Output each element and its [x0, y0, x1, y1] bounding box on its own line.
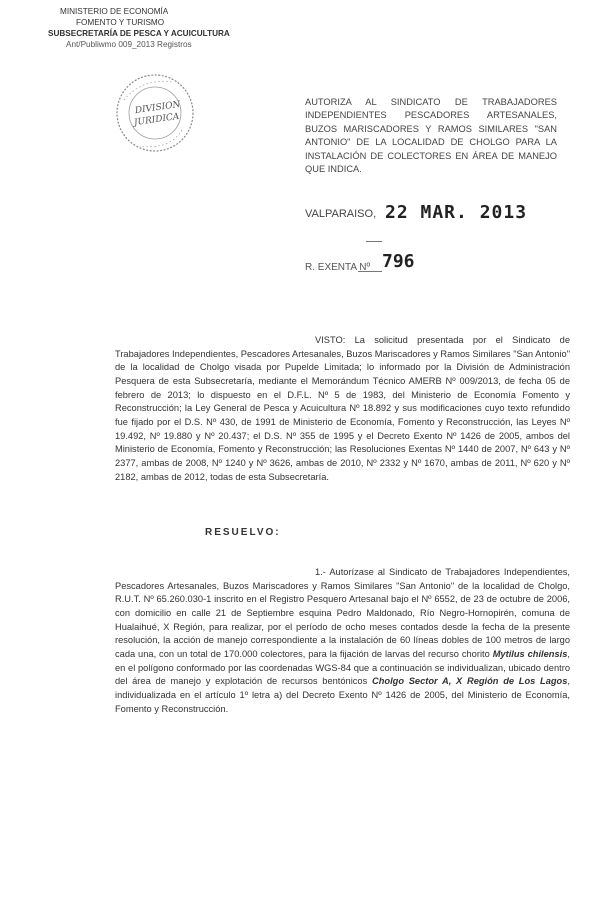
- stamp-line-1: DIVISION: [134, 99, 182, 117]
- resolution-number: 796: [382, 251, 415, 272]
- header-subsecretaria: SUBSECRETARÍA DE PESCA Y ACUICULTURA: [48, 29, 230, 38]
- number-dash: [366, 241, 382, 242]
- article-1-paragraph: [115, 566, 570, 716]
- header-fomento: FOMENTO Y TURISMO: [76, 18, 165, 27]
- number-underline: [358, 271, 382, 272]
- header-reference: Ant/Publiwmo 009_2013 Registros: [66, 40, 192, 49]
- visto-paragraph: VISTO: La solicitud presentada por el Sindicato de Trabajadores Independientes, Pescadores Artesanales, Buzos Mariscadores y Ramos Similares "San Antonio" de la localidad de Cholgo visada por Pupelde Limitada; lo informado por la División de Administración Pesquera de esta Subsecretaría, mediante el Memorándum Técnico AMERB Nº 009/2013, de fecha 05 de febrero de 2013; lo dispuesto en el D.F.L. Nº 5 de 1983, del Ministerio de Economía Fomento y Reconstrucción; la Ley General de Pesca y Acuicultura Nº 18.892 y sus modificaciones cuyo texto refundido fue fijado por el D.S. Nº 430, de 1991 de Ministerio de Economía, Fomento y Reconstrucción, las Leyes Nº 19.492, Nº 19.880 y Nº 20.437; el D.S. Nº 355 de 1995 y el Decreto Exento Nº 1426 de 2005, ambos del Ministerio de Economía, Fomento y Reconstrucción; las Resoluciones Exentas Nº 1440 de 2007, Nº 643 y Nº 2377, ambas de 2008, Nº 1240 y Nº 3626, ambas de 2010, Nº 2332 y Nº 1670, ambas de 2011, Nº 620 y Nº 2182, ambas de 2012, todas de esta Subsecretaría.: [115, 335, 570, 482]
- division-juridica-stamp: [112, 70, 198, 156]
- resolution-subject: AUTORIZA AL SINDICATO DE TRABAJADORES INDEPENDIENTES PESCADORES ARTESANALES, BUZOS MARISCADORES Y RAMOS SIMILARES "SAN ANTONIO" DE LA LOCALIDAD DE CHOLGO PARA LA INSTALACIÓN DE COLECTORES EN ÁREA DE MANEJO QUE INDICA.: [305, 97, 557, 175]
- article-1-text-a: 1.- Autorízase al Sindicato de Trabajadores Independientes, Pescadores Artesanales, Buzos Mariscadores y Ramos Similares "San Antonio" de la localidad de Cholgo, R.U.T. Nº 65.260.030-1 inscrito en el Registro Pesquero Artesanal bajo el Nº 6552, de 23 de octubre de 2006, con domicilio en calle 21 de Septiembre esquina Pedro Maldonado, Río Negro-Hornopirén, comuna de Hualaihué, X Región, para realizar, por el período de ocho meses contados desde la fecha de la presente resolución, la acción de manejo correspondiente a la instalación de 60 líneas dobles de 100 metros de largo cada una, con un total de 170.000 colectores, para la fijación de larvas del recurso chorito: [115, 567, 570, 659]
- article-1-text-b: , en el polígono conformado por las coordenadas WGS-84 que a continuación se individualizan, ubicado dentro del área de manejo y explotación de recursos bentónicos: [115, 648, 570, 687]
- stamp-line-2: JURIDICA: [133, 111, 181, 129]
- species-name: Mytilus chilensis: [492, 648, 568, 659]
- ministry-header: [48, 6, 230, 50]
- resolution-label: R. EXENTA Nº: [305, 262, 371, 273]
- management-area-name: Cholgo Sector A, X Región de Los Lagos: [372, 676, 568, 687]
- resuelvo-heading: RESUELVO:: [205, 527, 281, 538]
- article-1-text-c: , individualizada en el artículo 1º letra a) del Decreto Exento Nº 1426 de 2005, del Ministerio de Economía, Fomento y Reconstrucción.: [115, 676, 570, 714]
- resolution-date: 22 MAR. 2013: [385, 202, 528, 223]
- place-label: VALPARAISO,: [305, 208, 377, 220]
- header-ministry: MINISTERIO DE ECONOMÍA: [60, 7, 169, 16]
